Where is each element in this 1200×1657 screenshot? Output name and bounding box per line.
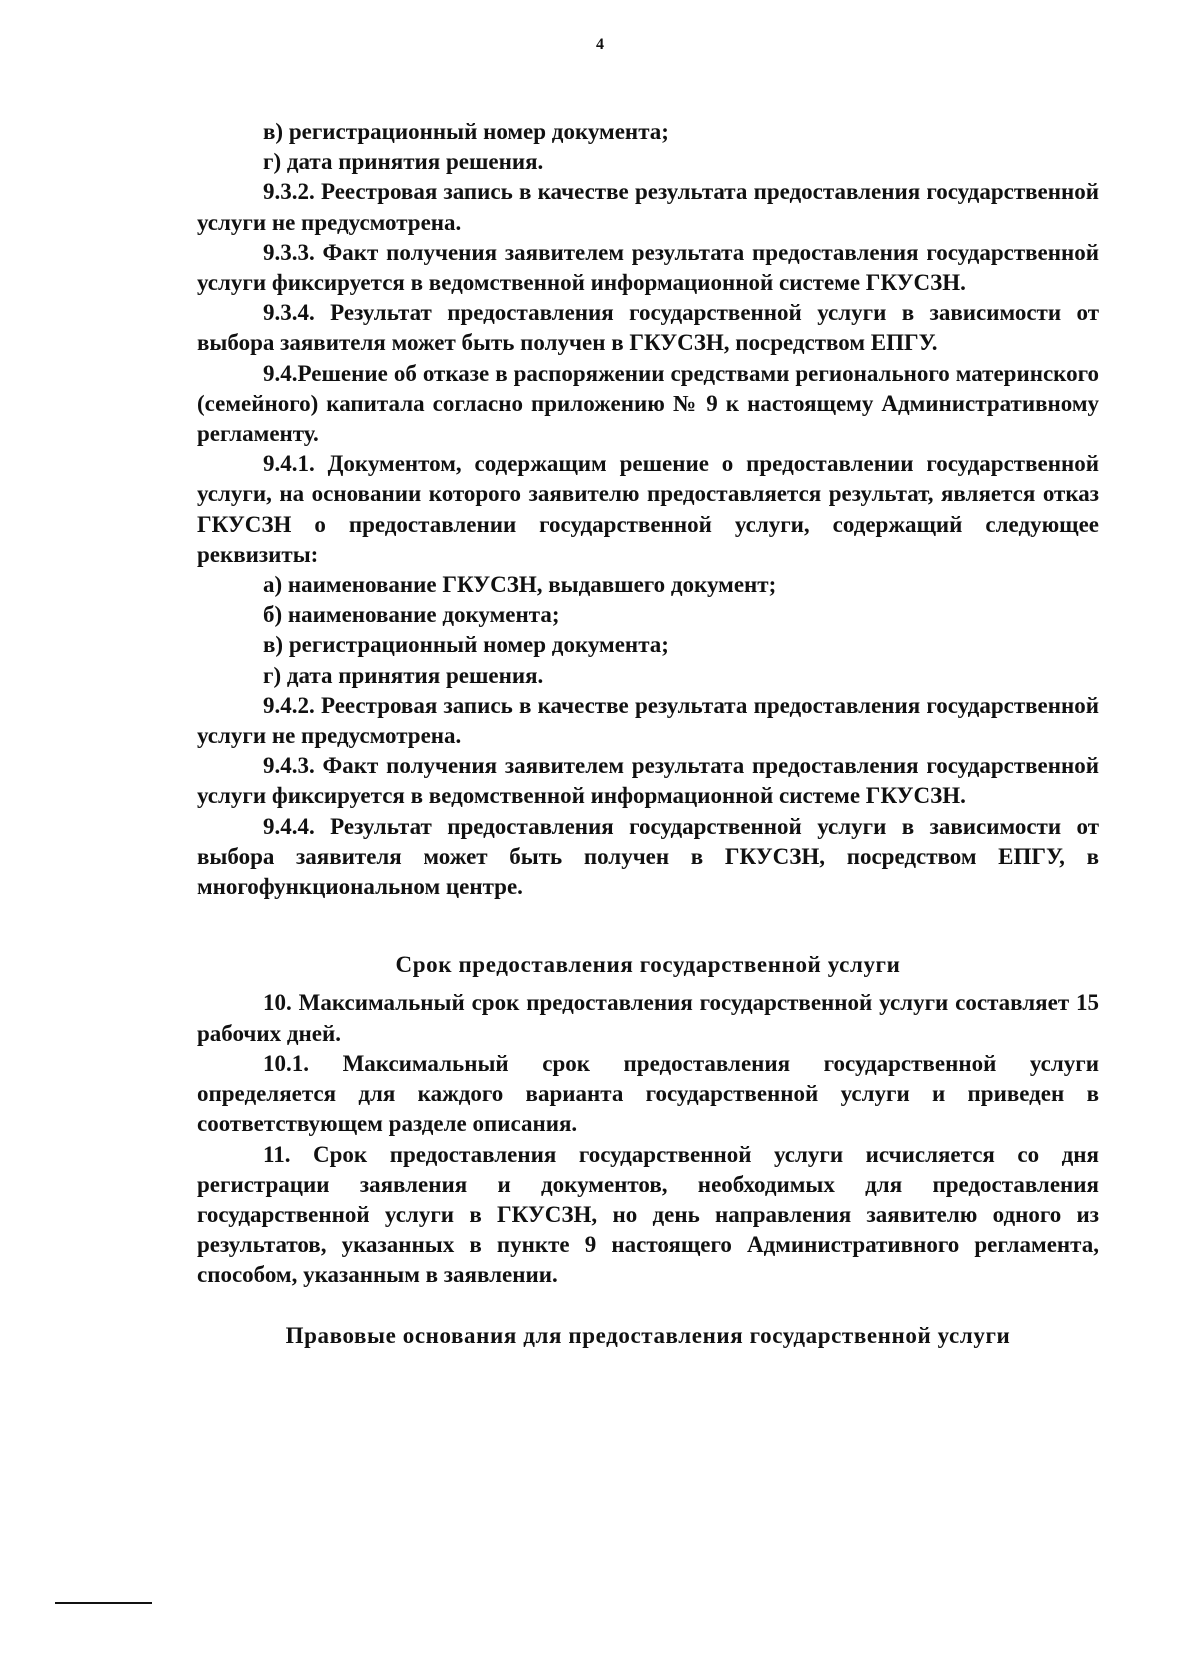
list-item: в) регистрационный номер документа; — [263, 119, 669, 144]
document-body — [197, 117, 1099, 1351]
paragraph-10: 10. Максимальный срок предоставления государственной услуги составляет 15 рабочих дней. — [197, 990, 1099, 1046]
list-item: г) дата принятия решения. — [263, 149, 544, 175]
list-item: б) наименование документа; — [263, 602, 560, 628]
section-heading-legal: Правовые основания для предоставления государственной услуги — [285, 1322, 1011, 1348]
section-heading-term: Срок предоставления государственной услуги — [395, 952, 901, 978]
paragraph-9-3-3: 9.3.3. Факт получения заявителем результата предоставления государственной услуги фиксируется в ведомственной информационной системе ГКУСЗН. — [197, 239, 1099, 296]
paragraph-9-4-2: 9.4.2. Реестровая запись в качестве результата предоставления государственной услуги не предусмотрена. — [197, 692, 1099, 749]
list-item: а) наименование ГКУСЗН, выдавшего документ; — [263, 572, 777, 598]
paragraph-11: 11. Срок предоставления государственной услуги исчисляется со дня регистрации заявления и документов, необходимых для предоставления государственной услуги в ГКУСЗН, но день направления заявителю одного из результатов, указанных в пункте 9 настоящего Административного регламента, способом, указанным в заявлении. — [197, 1141, 1099, 1288]
paragraph-9-4-1: 9.4.1. Документом, содержащим решение о предоставлении государственной услуги, на основании которого заявителю предоставляется результат, является отказ ГКУСЗН о предоставлении государственной услуги, содержащий следующее реквизиты: — [197, 451, 1099, 567]
paragraph-9-4: 9.4.Решение об отказе в распоряжении средствами регионального материнского (семейного) капитала согласно приложению № 9 к настоящему Административному регламенту. — [197, 360, 1099, 447]
footnote-separator — [55, 1602, 152, 1604]
page-number: 4 — [596, 36, 604, 53]
list-item: г) дата принятия решения. — [263, 662, 544, 688]
paragraph-9-4-4: 9.4.4. Результат предоставления государственной услуги в зависимости от выбора заявителя может быть получен в ГКУСЗН, посредством ЕПГУ, в многофункциональном центре. — [197, 813, 1099, 900]
paragraph-9-3-4: 9.3.4. Результат предоставления государственной услуги в зависимости от выбора заявителя может быть получен в ГКУСЗН, посредством ЕПГУ. — [197, 300, 1099, 356]
paragraph-10-1: 10.1. Максимальный срок предоставления государственной услуги определяется для каждого варианта государственной услуги и приведен в соответствующем разделе описания. — [197, 1050, 1099, 1137]
paragraph-9-3-2: 9.3.2. Реестровая запись в качестве результата предоставления государственной услуги не предусмотрена. — [197, 179, 1099, 235]
paragraph-9-4-3: 9.4.3. Факт получения заявителем результата предоставления государственной услуги фиксируется в ведомственной информационной системе ГКУСЗН. — [197, 753, 1099, 809]
list-item: в) регистрационный номер документа; — [263, 632, 669, 658]
